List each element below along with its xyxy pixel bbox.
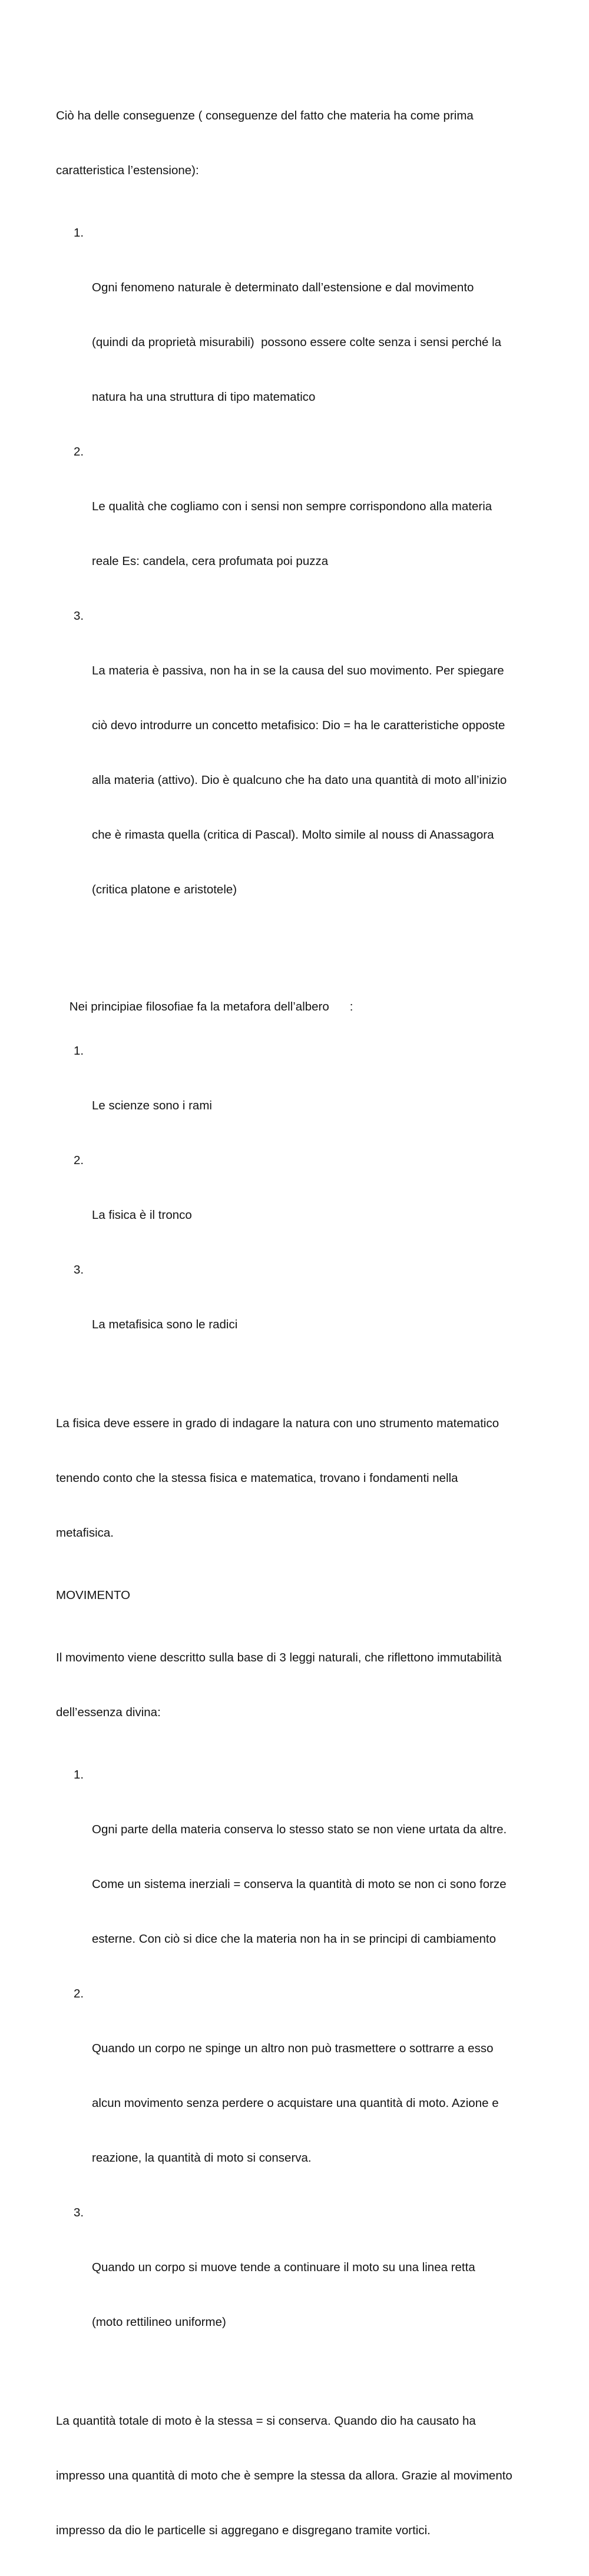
principia-text: Nei principiae filosofiae fa la metafora dell’albero bbox=[69, 1000, 329, 1013]
text-line: alcun movimento senza perdere o acquistare una quantità di moto. Azione e bbox=[92, 2096, 499, 2110]
list-item bbox=[56, 1766, 545, 1985]
consequences-list bbox=[56, 224, 545, 935]
text-line: La materia è passiva, non ha in se la causa del suo movimento. Per spiegare bbox=[92, 664, 504, 677]
document-page bbox=[56, 70, 545, 2576]
list-item bbox=[56, 2203, 545, 2368]
list-number: 1. bbox=[74, 226, 84, 240]
text-line: ciò devo introdurre un concetto metafisico: Dio = ha le caratteristiche opposte bbox=[92, 719, 505, 732]
text-line: Ogni fenomeno naturale è determinato dall’estensione e dal movimento bbox=[92, 281, 474, 294]
list-number: 3. bbox=[74, 1263, 84, 1277]
list-item bbox=[56, 1985, 545, 2203]
text-line: Quando un corpo ne spinge un altro non può trasmettere o sottrarre a esso bbox=[92, 2042, 494, 2055]
list-number: 1. bbox=[74, 1044, 84, 1058]
text-line: (critica platone e aristotele) bbox=[92, 883, 237, 896]
text-line: Il movimento viene descritto sulla base di 3 leggi naturali, che riflettono immutabilità bbox=[56, 1651, 502, 1664]
text-line: metafisica. bbox=[56, 1526, 114, 1540]
text-line: Ogni parte della materia conserva lo stesso stato se non viene urtata da altre. bbox=[92, 1823, 507, 1836]
list-number: 2. bbox=[74, 445, 84, 458]
list-number: 2. bbox=[74, 1154, 84, 1167]
text-line: dell’essenza divina: bbox=[56, 1706, 161, 1719]
section-heading: MOVIMENTO bbox=[56, 1588, 131, 1602]
list-number: 2. bbox=[74, 1987, 84, 2000]
text-line: (quindi da proprietà misurabili) possono essere colte senza i sensi perché la bbox=[92, 335, 502, 349]
text-line: La metafisica sono le radici bbox=[92, 1318, 238, 1331]
natural-laws-list bbox=[56, 1766, 545, 2368]
text-line: La fisica è il tronco bbox=[92, 1208, 192, 1222]
principia-colon: : bbox=[349, 1000, 353, 1013]
physics-paragraph bbox=[56, 1378, 545, 1578]
list-number: 1. bbox=[74, 1768, 84, 1781]
text-line: natura ha una struttura di tipo matematico bbox=[92, 390, 316, 404]
list-number: 3. bbox=[74, 2206, 84, 2219]
list-item bbox=[56, 224, 545, 443]
list-item bbox=[56, 1151, 545, 1261]
text-line: Le qualità che cogliamo con i sensi non sempre corrispondono alla materia bbox=[92, 500, 492, 513]
list-item bbox=[56, 607, 545, 935]
text-line: Ciò ha delle conseguenze ( conseguenze del fatto che materia ha come prima bbox=[56, 109, 474, 122]
text-line: che è rimasta quella (critica di Pascal). Molto simile al nouss di Anassagora bbox=[92, 828, 494, 842]
conclusion-paragraph bbox=[56, 2375, 545, 2576]
text-line: alla materia (attivo). Dio è qualcuno che ha dato una quantità di moto all’inizio bbox=[92, 773, 507, 787]
text-line: reazione, la quantità di moto si conserva. bbox=[92, 2151, 312, 2165]
list-item bbox=[56, 1042, 545, 1151]
text-line: La fisica deve essere in grado di indagare la natura con uno strumento matematico bbox=[56, 1417, 499, 1430]
text-line: Come un sistema inerziali = conserva la quantità di moto se non ci sono forze bbox=[92, 1877, 507, 1891]
list-item bbox=[56, 1261, 545, 1370]
text-line: (moto rettilineo uniforme) bbox=[92, 2315, 226, 2329]
intro-paragraph bbox=[56, 70, 545, 216]
list-number: 3. bbox=[74, 609, 84, 623]
text-line: Quando un corpo si muove tende a continuare il moto su una linea retta bbox=[92, 2261, 475, 2274]
text-line: caratteristica l’estensione): bbox=[56, 164, 199, 177]
movement-intro-paragraph bbox=[56, 1612, 545, 1758]
text-line: reale Es: candela, cera profumata poi puzza bbox=[92, 554, 329, 568]
text-line: Le scienze sono i rami bbox=[92, 1099, 212, 1112]
text-line: esterne. Con ciò si dice che la materia non ha in se principi di cambiamento bbox=[92, 1932, 496, 1946]
tree-metaphor-list bbox=[56, 1042, 545, 1370]
text-line: impresso da dio le particelle si aggregano e disgregano tramite vortici. bbox=[56, 2524, 431, 2537]
list-item bbox=[56, 443, 545, 607]
text-line: impresso una quantità di moto che è sempre la stessa da allora. Grazie al movimento bbox=[56, 2469, 512, 2482]
text-line: La quantità totale di moto è la stessa = si conserva. Quando dio ha causato ha bbox=[56, 2414, 476, 2428]
principia-paragraph bbox=[56, 979, 545, 1034]
text-line: tenendo conto che la stessa fisica e matematica, trovano i fondamenti nella bbox=[56, 1471, 458, 1485]
